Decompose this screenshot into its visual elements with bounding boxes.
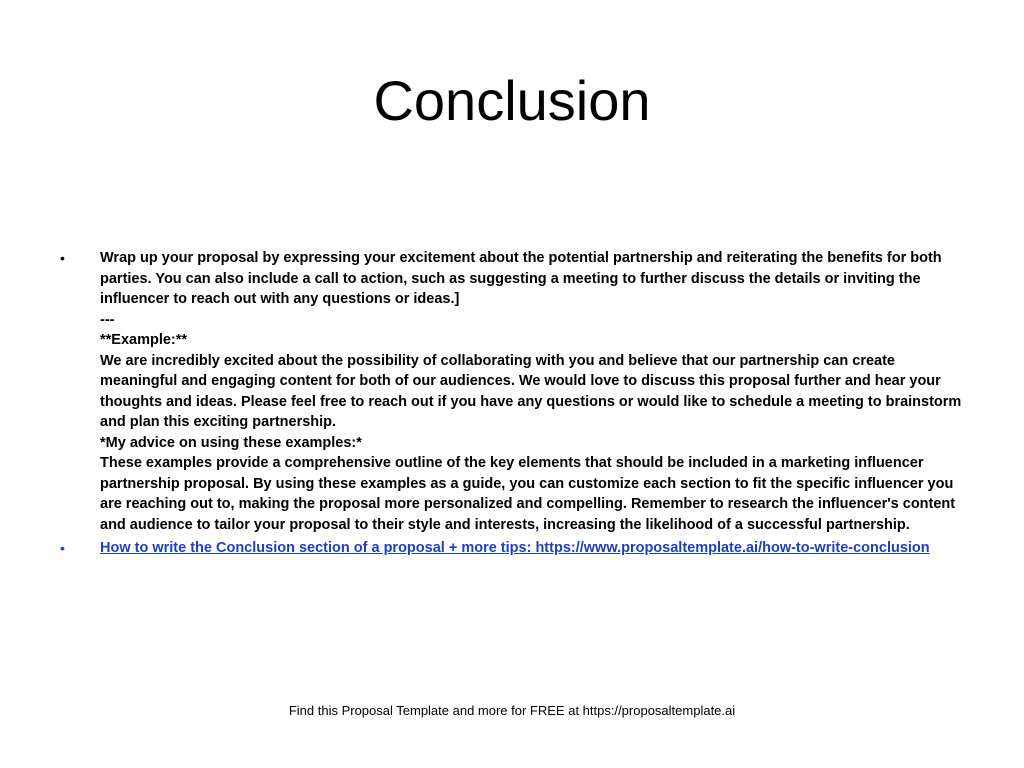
footer-text: Find this Proposal Template and more for FREE at https://proposaltemplate.ai bbox=[288, 703, 736, 718]
separator-text: --- bbox=[100, 311, 115, 328]
conclusion-tips-link[interactable]: How to write the Conclusion section of a proposal + more tips: https://www.proposaltemplate.ai/how-to-write-conclusion bbox=[100, 540, 930, 556]
bullet-body bbox=[100, 538, 964, 559]
advice-text: These examples provide a comprehensive outline of the key elements that should be included in a marketing influencer partnership proposal. By using these examples as a guide, you can customize each section to fit the specific influencer you are reaching out to, making the proposal more personalized and compelling. Remember to research the influencer's content and audience to tailor your proposal to their style and interests, increasing the likelihood of a successful partnership. bbox=[100, 455, 956, 533]
slide-title: Conclusion bbox=[373, 69, 651, 132]
instruction-text: Wrap up your proposal by expressing your excitement about the potential partnership and reiterating the benefits for both parties. You can also include a call to action, such as suggesting a meeting to further discuss the details or inviting the influencer to reach out with any questions or ideas.] bbox=[100, 250, 942, 307]
advice-heading: *My advice on using these examples:* bbox=[100, 434, 362, 451]
bullet-list bbox=[56, 248, 964, 562]
example-heading: **Example:** bbox=[100, 332, 188, 348]
bullet-item-link bbox=[56, 538, 964, 559]
bullet-icon: • bbox=[60, 250, 65, 266]
example-text: We are incredibly excited about the possibility of collaborating with you and believe that our partnership can create meaningful and engaging content for both of our audiences. We would love to discuss this proposal further and hear your thoughts and ideas. Please feel free to reach out if you have any questions or would like to schedule a meeting to brainstorm and plan this exciting partnership. bbox=[100, 352, 962, 430]
bullet-icon: • bbox=[60, 540, 65, 556]
bullet-item-conclusion bbox=[56, 248, 964, 535]
bullet-body bbox=[100, 248, 964, 535]
